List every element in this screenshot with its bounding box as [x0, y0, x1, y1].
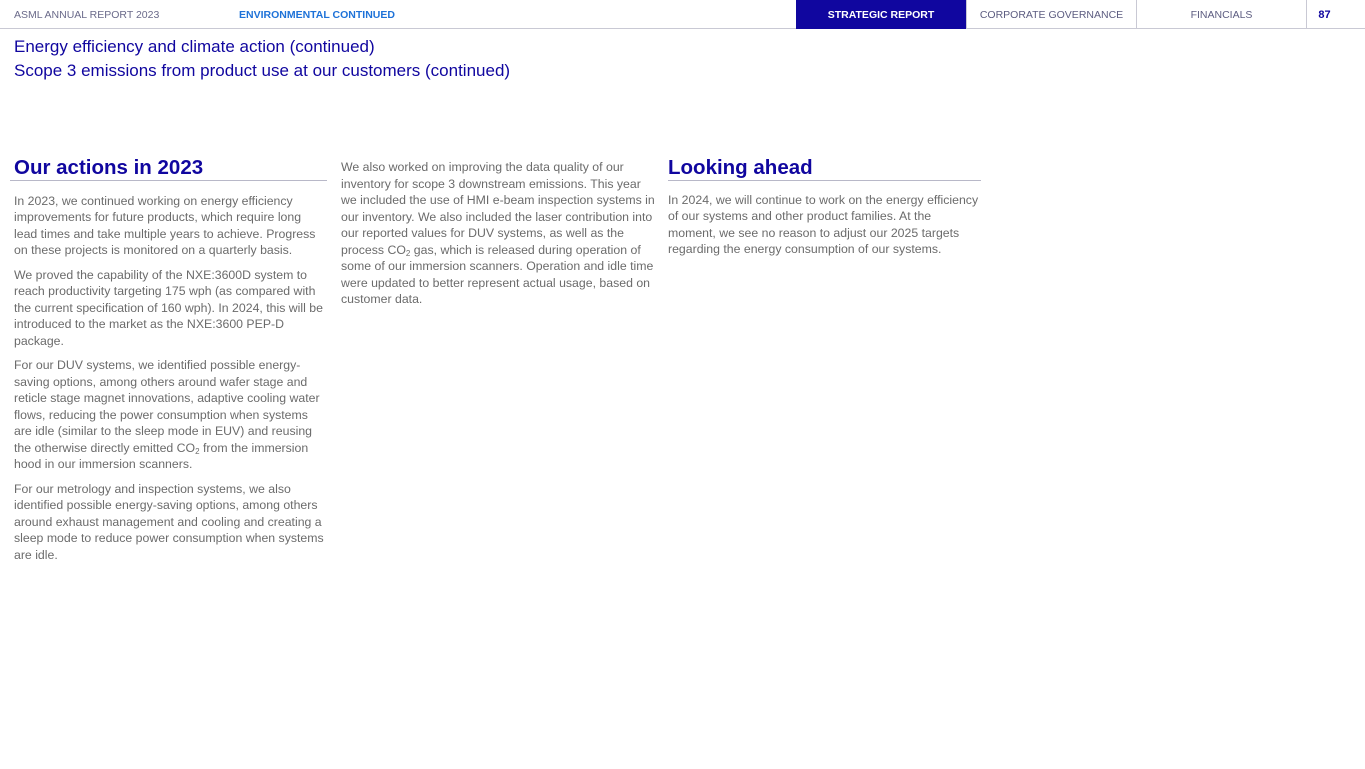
looking-ahead-column [668, 156, 981, 266]
actions-paragraph-1: In 2023, we continued working on energy efficiency improvements for future products, which require long lead times and take multiple years to achieve. Progress on these projects is monitored on a quarterly basis. [14, 193, 316, 257]
page-title: Energy efficiency and climate action (continued) [14, 37, 375, 56]
actions-paragraph-2: We proved the capability of the NXE:3600D system to reach productivity targeting 175 wph (as compared with the current specification of 160 wph). In 2024, this will be introduced to the market as the NXE:3600 PEP-D package. [14, 267, 323, 348]
co2-subscript: 2 [195, 446, 200, 456]
co2-subscript: 2 [405, 248, 411, 258]
data-quality-paragraph [341, 159, 656, 308]
actions-p3-text: For our DUV systems, we identified possible energy-saving options, among others around wafer stage and reticle stage magnet innovations, adaptive cooling water flows, reducing the power consumption when systems are idle (similar to the sleep mode in EUV) and reusing the otherwise directly emitted CO [14, 358, 320, 455]
tab-financials[interactable]: FINANCIALS [1136, 0, 1306, 29]
report-title[interactable]: ASML ANNUAL REPORT 2023 [14, 9, 160, 21]
page-subtitle: Scope 3 emissions from product use at our customers (continued) [14, 61, 511, 80]
actions-p3-text-end: from the immersion hood in our immersion scanners. [14, 440, 309, 471]
data-quality-text: We also worked on improving the data quality of our inventory for scope 3 downstream emissions. This year we included the use of HMI e-beam inspection systems in our inventory. We also included the laser contribution into our reported values for DUV systems, as well as the process CO [341, 160, 655, 257]
actions-column [14, 156, 327, 571]
actions-paragraph-4: For our metrology and inspection systems, we also identified possible energy-saving options, among others around exhaust management and cooling and creating a sleep mode to reduce power consumption when systems are idle. [14, 481, 324, 562]
tab-strategic-report[interactable]: STRATEGIC REPORT [796, 0, 966, 29]
tab-corporate-governance[interactable]: CORPORATE GOVERNANCE [966, 0, 1136, 29]
data-quality-text-end: gas, which is released during operation of some of our immersion scanners. Operation and idle time were updated to better represent actual usage, based on customer data. [341, 242, 654, 306]
actions-heading: Our actions in 2023 [10, 160, 327, 181]
page-number: 87 [1306, 0, 1342, 29]
looking-ahead-heading: Looking ahead [668, 160, 981, 181]
looking-ahead-paragraph: In 2024, we will continue to work on the energy efficiency of our systems and other product families. At the moment, we see no reason to adjust our 2025 targets regarding the energy consumption of our systems. [668, 192, 979, 256]
data-quality-column [341, 159, 656, 316]
section-breadcrumb[interactable]: ENVIRONMENTAL CONTINUED [239, 9, 395, 21]
top-navigation-bar [0, 0, 1365, 29]
actions-paragraph-3 [14, 357, 327, 473]
